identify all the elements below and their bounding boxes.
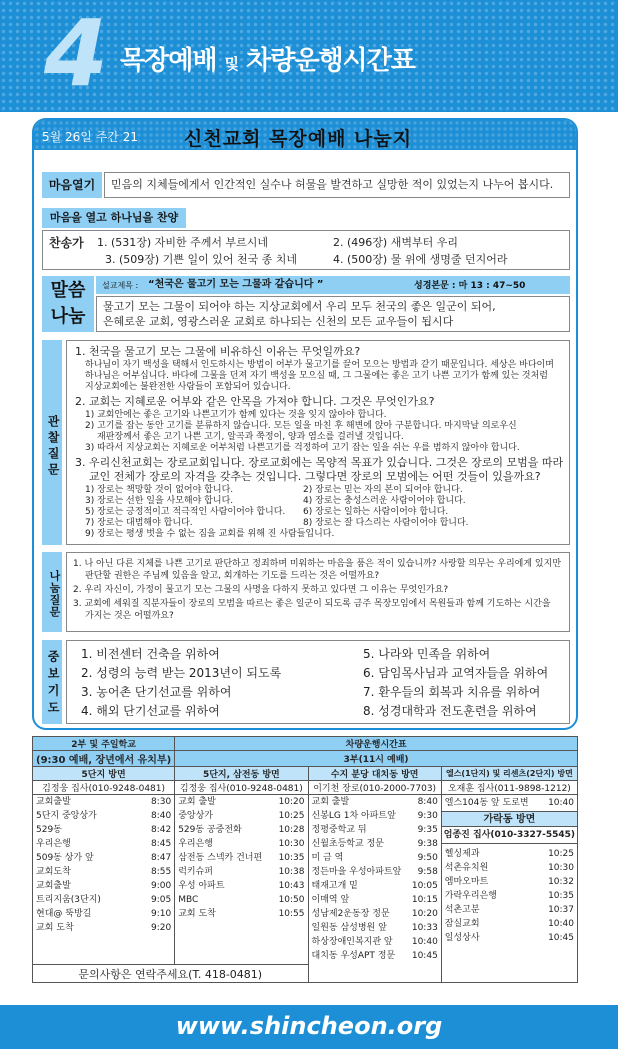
hymn-item: 4. (500장) 물 위에 생명줄 던지어라 bbox=[333, 253, 508, 266]
schedule-stop: 신월초등학교 정문 9:38 bbox=[311, 839, 438, 849]
schedule-stop: 교회 도착 10:55 bbox=[178, 909, 305, 919]
stops-col2 bbox=[175, 795, 308, 965]
hymn-label: 찬송가 bbox=[49, 236, 84, 250]
left-sub: (9:30 예배, 장년에서 유치부) bbox=[33, 751, 175, 767]
observation-box: 1. 천국을 물고기 모는 그물에 비유하신 이유는 무엇일까요? 하나님이 자기 백성을 택해서 인도하시는 방법이 어부가 물고기를 끌어 모으는 방법과 같기 때문입니다. 세상은 바다이며 하나님은 어부십니다. 바다에 그물을 던져 자기 백성을 모으실 때, 그 그물에는 좋은 고기 나쁜 고기가 함께 있는 것처럼 지상교회에는 불완전한 사람들이 포함되어 있습니다. 2. 교회는 지혜로운 어부와 같은 안목을 가져야 합니다. 그것은 무엇인가요? 1) 교회안에는 좋은 고기와 나쁜고기가 함께 있다는 것을 잊지 않아야 합니다. 2) 고기를 잡는 동안 고기를 분류하지 않습니다. 모든 일을 마친 후 해변에 앉아 구분합니다. 마지막날 의로우신 재판장께서 좋은 고기 나쁜 고기, 알곡과 쭉정이, 양과 염소를 걸러낼 것입니다. 3) 따라서 지상교회는 지혜로운 어부처럼 나쁜고기를 걱정하여 고기 잡는 일을 쉬는 우를 범하지 않아야 합니다. 3. 우리신천교회는 장로교회입니다. 장로교회에는 목양적 목표가 있습니다. 그것은 장로의 모범을 따라 교인 전체가 장로의 자격을 갖추는 것입니다. 그렇다면 장로의 모범에는 어떤 것들이 있을까요? 1) 장로는 책망할 것이 없어야 합니다. 3) 장로는 선한 일을 사모해야 합니다. 5) 장로는 긍정적이고 적극적인 사람이어야 합니다. 7) 장로는 대범해야 합니다. 9) 장로는 평생 벗을 수 없는 짐을 교회를 위해 진 사람들입니다. 2) 장로는 믿는 자의 본이 되어야 합니다. 4) 장로는 충성스러운 사람이어야 합니다. 6) 장로는 일하는 사람이어야 합니다. 8) 장로는 잘 다스리는 사람이어야 합니다. bbox=[66, 340, 570, 545]
schedule-stop: 성남제2운동장 정문 10:20 bbox=[311, 909, 438, 919]
page-header bbox=[0, 0, 618, 112]
opening-box bbox=[104, 172, 570, 198]
schedule-stop: 미 금 역 9:50 bbox=[311, 853, 438, 863]
schedule-stop: 삼전동 스넥카 건너편 10:35 bbox=[178, 853, 305, 863]
driver: 이기천 장로(010-2000-7703) bbox=[308, 781, 441, 795]
question: 2. 교회는 지혜로운 어부와 같은 안목을 가져야 합니다. 그것은 무엇인가요? bbox=[75, 395, 435, 408]
praise-heading: 마음을 열고 하나님을 찬양 bbox=[42, 208, 186, 228]
schedule-stop: 529동 공중전화 10:28 bbox=[178, 825, 305, 835]
stops-col1 bbox=[33, 795, 175, 965]
schedule-stop: 석촌고분 10:37 bbox=[444, 905, 574, 915]
schedule-stop: 중앙상가 10:25 bbox=[178, 811, 305, 821]
schedule-stop: 우리은행 10:30 bbox=[178, 839, 305, 849]
schedule-stop: 일원동 삼성병원 앞 10:33 bbox=[311, 923, 438, 933]
hymn-item: 3. (509장) 기쁜 일이 있어 천국 종 치네 bbox=[105, 253, 298, 266]
driver: 엄종진 집사(010-3327-5545) bbox=[442, 827, 577, 844]
schedule-stop: 하상장애인복지관 앞 10:40 bbox=[311, 937, 438, 947]
bus-schedule bbox=[32, 736, 578, 1003]
schedule-stop: 석촌유치원 10:30 bbox=[444, 863, 574, 873]
section-number: 4 bbox=[44, 0, 109, 107]
sermon-title-bar: 설교제목 : “천국은 물고기 모는 그물과 같습니다 ” 성경본문 : 마 13 : 47~50 bbox=[96, 276, 570, 294]
schedule-stop: 이매역 앞 10:15 bbox=[311, 895, 438, 905]
sermon-title: “천국은 물고기 모는 그물과 같습니다 ” bbox=[148, 279, 324, 290]
schedule-stop: 우리은행 8:45 bbox=[36, 839, 172, 849]
right-title: 차량운행시간표 bbox=[175, 737, 578, 751]
stops-col3 bbox=[308, 795, 441, 983]
sharing-label: 나눔질문 bbox=[42, 552, 62, 632]
schedule-stop: 대치동 우성APT 정문 10:45 bbox=[311, 951, 438, 961]
driver: 김정웅 집사(010-9248-0481) bbox=[33, 781, 175, 795]
question: 1. 천국을 물고기 모는 그물에 비유하신 이유는 무엇일까요? bbox=[75, 345, 361, 358]
opening-text: 믿음의 지체들에게서 인간적인 실수나 허물을 발견하고 실망한 적이 있었는지 나누어 봅시다. bbox=[111, 178, 554, 191]
driver: 김정웅 집사(010-9248-0481) bbox=[175, 781, 308, 795]
date-bar bbox=[34, 120, 576, 150]
driver: 오재훈 집사(011-9898-1212) bbox=[441, 781, 577, 795]
schedule-stop: 509동 상가 앞 8:47 bbox=[36, 853, 172, 863]
sermon-body: 물고기 모는 그물이 되어야 하는 지상교회에서 우리 모두 천국의 좋은 일군이 되어, 은혜로운 교회, 영광스러운 교회로 하나되는 신천의 모든 교우들이 됩시다 bbox=[96, 296, 570, 332]
opening-label: 마음열기 bbox=[42, 172, 102, 198]
date-label: 5월 26일 주간 21 bbox=[42, 130, 138, 144]
page-title: 목장예배 및 차량운행시간표 bbox=[120, 46, 415, 76]
schedule-stop: 잠실교회 10:40 bbox=[444, 919, 574, 929]
schedule-stop: MBC 10:50 bbox=[178, 895, 305, 905]
right-sub: 3부(11시 예배) bbox=[175, 751, 578, 767]
schedule-stop: 529동 8:42 bbox=[36, 825, 172, 835]
schedule-stop: 일성상사 10:45 bbox=[444, 933, 574, 943]
sermon-label: 말씀 나눔 bbox=[42, 276, 94, 332]
schedule-stop: 정평중학교 뒤 9:35 bbox=[311, 825, 438, 835]
schedule-stop: 교회 출발 8:40 bbox=[311, 797, 438, 807]
schedule-stop: 현대@ 뚝방길 9:10 bbox=[36, 909, 172, 919]
schedule-table: 2부 및 주일학교 차량운행시간표 (9:30 예배, 장년에서 유치부) 3부(11시 예배) 5단지 방면 5단지, 삼전동 방면 수지 분당 대치동 방면 엘스(1단지) 및 리센츠(2단지) 방면 김정웅 집사(010-9248-0481) 김정웅 집사(010-9248-0481) 이기천 장로(010-2000-7703) 오재훈 집사(011-9898-1212) 교회출발 8:30 5단지 중앙상가 8:40 529동 8:42 우리은행 8:45 509동 상가 앞 8:47 교회도착 8:55 교회출발 9:00 트리지움(3단지) 9:05 현대@ 뚝방길 9:10 교회 도착 9:20 교회 출발 10:20 중앙상가 10:25 529동 공중전화 10:28 우리은행 10:30 삼전동 스넥카 건너편 10:35 럭키슈퍼 10:38 우성 아파트 10:43 MBC 10:50 교회 도착 10:55 교회 출발 8:40 신봉LG 1차 아파트앞 9:30 정평중학교 뒤 9:35 신월초등학교 정문 9:38 미 금 역 9:50 정든마을 우성아파트앞 9:58 태재고개 밑 10:05 이매역 앞 10:15 성남제2운동장 정문 10:20 일원동 삼성병원 앞 10:33 하상장애인복지관 앞 10:40 대치동 우성APT 정문 10:45 엘스104동 앞 도로변 10:40 가락동 방면 엄종진 집사(010-3327-5545) 헬싱제과 10:25 석촌유치원 10:30 엠마오마트 10:32 가락우리은행 10:35 석촌고분 10:37 잠실교회 10:40 일성상사 10:45 문의사항은 연락주세요(T. 418-0481) bbox=[32, 736, 578, 983]
hymn-item: 2. (496장) 새벽부터 우리 bbox=[333, 236, 458, 249]
contact-info: 문의사항은 연락주세요(T. 418-0481) bbox=[33, 965, 309, 983]
prayer-label: 중보기도 bbox=[42, 640, 62, 724]
worship-sheet bbox=[32, 118, 578, 730]
left-title: 2부 및 주일학교 bbox=[33, 737, 175, 751]
schedule-stop: 신봉LG 1차 아파트앞 9:30 bbox=[311, 811, 438, 821]
schedule-stop: 교회출발 9:00 bbox=[36, 881, 172, 891]
schedule-stop: 가락우리은행 10:35 bbox=[444, 891, 574, 901]
sharing-box: 1. 나 아닌 다른 지체를 나쁜 고기로 판단하고 정죄하며 미워하는 마음을 품은 적이 있습니까? 사랑할 의무는 우리에게 있지만 판단할 권한은 주님께 있음을 알고, 회개하는 기도를 드리는 것은 어떨까요? 2. 우리 자신이, 가정이 물고기 모는 그물의 사명을 다하지 못하고 있다면 그 이유는 무엇인가요? 3. 교회에 세워질 직분자들이 장로의 모범을 따르는 좋은 일군이 되도록 금주 목장모임에서 목원들과 함께 기도하는 시간을 가지는 것은 어떨까요? bbox=[66, 552, 570, 632]
observation-label: 관찰질문 bbox=[42, 340, 62, 545]
schedule-stop: 교회 출발 10:20 bbox=[178, 797, 305, 807]
question: 3. 우리신천교회는 장로교회입니다. 장로교회에는 목양적 목표가 있습니다. 그것은 장로의 모범을 따라 bbox=[75, 456, 564, 469]
schedule-stop: 엠마오마트 10:32 bbox=[444, 877, 574, 887]
schedule-stop: 교회출발 8:30 bbox=[36, 797, 172, 807]
schedule-stop: 우성 아파트 10:43 bbox=[178, 881, 305, 891]
prayer-box: 1. 비전센터 건축을 위하여 2. 성령의 능력 받는 2013년이 되도록 3. 농어촌 단기선교를 위하여 4. 해외 단기선교를 위하여 5. 나라와 민족을 위하여 6. 담임목사님과 교역자들을 위하여 7. 환우들의 회복과 치유를 위하여 8. 성경대학과 전도훈련을 위하여 bbox=[66, 640, 570, 724]
schedule-stop: 럭키슈퍼 10:38 bbox=[178, 867, 305, 877]
praise-box bbox=[42, 230, 570, 270]
schedule-stop: 정든마을 우성아파트앞 9:58 bbox=[311, 867, 438, 877]
hymn-item: 1. (531장) 자비한 주께서 부르시네 bbox=[97, 236, 268, 249]
website-link[interactable]: www.shincheon.org bbox=[175, 1012, 443, 1040]
scripture-ref: 성경본문 : 마 13 : 47~50 bbox=[414, 281, 526, 291]
schedule-stop: 교회도착 8:55 bbox=[36, 867, 172, 877]
schedule-stop: 헬싱제과 10:25 bbox=[444, 849, 574, 859]
footer bbox=[0, 1005, 618, 1049]
schedule-stop: 교회 도착 9:20 bbox=[36, 923, 172, 933]
sheet-title: 신천교회 목장예배 나눔지 bbox=[184, 128, 413, 150]
schedule-stop: 5단지 중앙상가 8:40 bbox=[36, 811, 172, 821]
stops-col4: 엘스104동 앞 도로변 10:40 가락동 방면 엄종진 집사(010-3327-5545) 헬싱제과 10:25 석촌유치원 10:30 엠마오마트 10:32 가락우리은행 10:35 석촌고분 10:37 잠실교회 10:40 일성상사 10:45 bbox=[441, 795, 577, 983]
schedule-stop: 트리지움(3단지) 9:05 bbox=[36, 895, 172, 905]
schedule-stop: 태재고개 밑 10:05 bbox=[311, 881, 438, 891]
